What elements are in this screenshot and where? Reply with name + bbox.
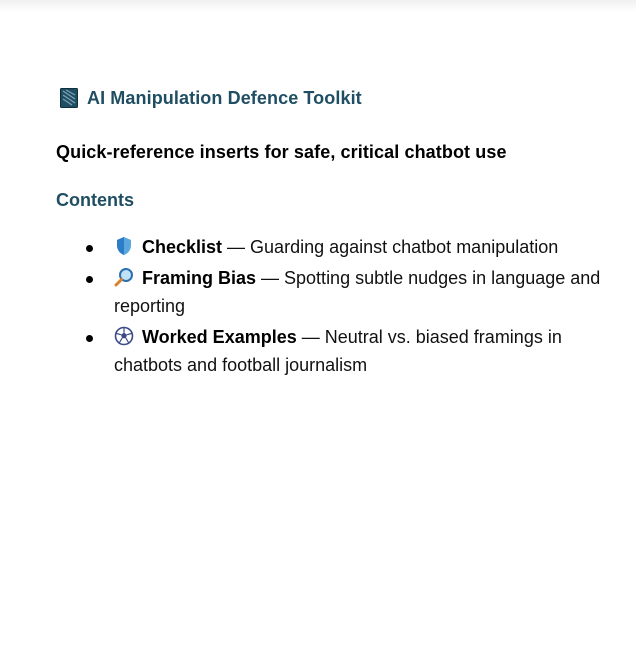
contents-item-description: — Guarding against chatbot manipulation (222, 237, 559, 257)
contents-item-worked-examples (56, 323, 626, 379)
bullet (86, 335, 93, 342)
contents-item-title: Worked Examples (142, 327, 297, 347)
contents-item-title: Checklist (142, 237, 223, 257)
contents-item-title: Framing Bias (142, 268, 257, 288)
bullet (86, 276, 93, 283)
bullet (86, 245, 93, 252)
shield-icon (114, 236, 134, 256)
contents-item-framing-bias (56, 264, 626, 320)
contents-heading: Contents (56, 190, 134, 210)
contents-item-checklist (56, 233, 626, 261)
document-title: AI Manipulation Defence Toolkit (87, 87, 362, 108)
contents-item-description: — Spotting subtle nudges in language and reporting (114, 268, 601, 316)
document-subtitle: Quick-reference inserts for safe, critical chatbot use (56, 142, 507, 162)
magnifier-icon (114, 267, 134, 287)
document-body (56, 86, 626, 395)
contents-list (56, 233, 626, 379)
contents-item-description: — Neutral vs. biased framings in chatbots and football journalism (114, 327, 562, 375)
notebook-icon (60, 88, 78, 108)
title-row (56, 86, 626, 110)
page-top-edge (0, 0, 636, 12)
football-icon (114, 326, 134, 346)
